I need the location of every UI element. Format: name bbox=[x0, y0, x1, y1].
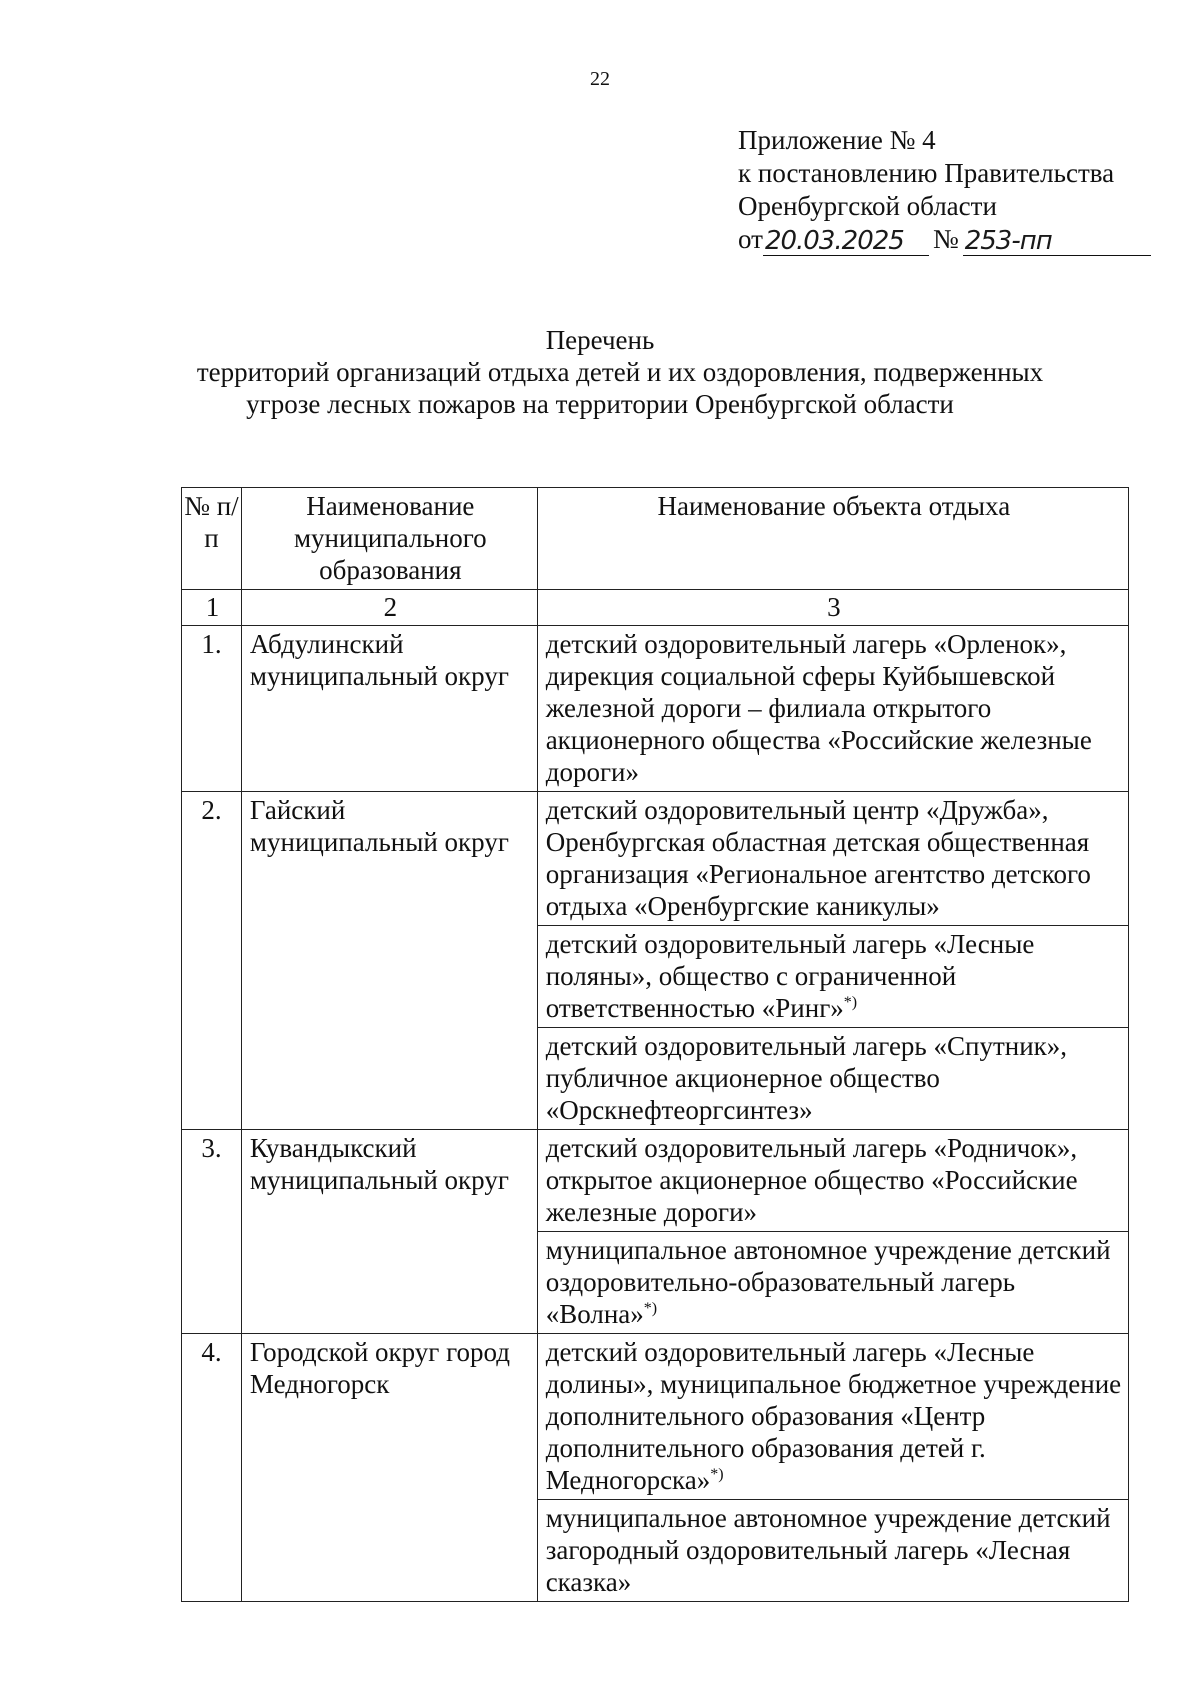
row-object bbox=[537, 1334, 1128, 1500]
row-object bbox=[537, 926, 1128, 1028]
column-number: 2 bbox=[241, 590, 537, 626]
number-prefix: № bbox=[932, 224, 959, 254]
column-numbers-row bbox=[182, 590, 1129, 626]
header-municipality: Наименование муниципального образования bbox=[241, 488, 537, 590]
table-row bbox=[182, 626, 1129, 792]
appendix-title: Приложение № 4 bbox=[738, 125, 936, 155]
table-header-row bbox=[182, 488, 1129, 590]
row-object: муниципальное автономное учреждение детский загородный оздоровительный лагерь «Лесная сказка» bbox=[537, 1500, 1128, 1602]
row-object-text: детский оздоровительный лагерь «Лесные долины», муниципальное бюджетное учреждение дополнительного образования «Центр дополнительного образования детей г. Медногорска» bbox=[545, 1337, 1122, 1495]
handwritten-date: 20.03.2025 bbox=[763, 227, 929, 256]
row-num: 1. bbox=[182, 626, 242, 792]
date-prefix: от bbox=[738, 224, 763, 254]
title-heading: Перечень bbox=[545, 325, 655, 355]
appendix-region: Оренбургской области bbox=[738, 191, 997, 221]
row-object-text: детский оздоровительный лагерь «Лесные поляны», общество с ограниченной ответственностью «Ринг» bbox=[545, 929, 1035, 1023]
handwritten-number: 253-пп bbox=[963, 227, 1151, 256]
row-object: детский оздоровительный лагерь «Орленок», дирекция социальной сферы Куйбышевской железной дороги – филиала открытого акционерного общества «Российские железные дороги» bbox=[537, 626, 1128, 792]
row-municipality: Городской округ город Медногорск bbox=[241, 1334, 537, 1602]
footnote-mark: *) bbox=[710, 1466, 724, 1483]
row-object: детский оздоровительный лагерь «Родничок», открытое акционерное общество «Российские железные дороги» bbox=[537, 1130, 1128, 1232]
row-municipality: Абдулинский муниципальный округ bbox=[241, 626, 537, 792]
row-municipality: Гайский муниципальный округ bbox=[241, 792, 537, 1130]
footnote-mark: *) bbox=[643, 1300, 658, 1317]
row-object: детский оздоровительный центр «Дружба», Оренбургская областная детская общественная организация «Региональное агентство детского отдыха «Оренбургские каникулы» bbox=[537, 792, 1128, 926]
column-number: 3 bbox=[537, 590, 1128, 626]
row-object: детский оздоровительный лагерь «Спутник», публичное акционерное общество «Орскнефтеоргсинтез» bbox=[537, 1028, 1128, 1130]
appendix-block bbox=[738, 124, 1151, 256]
camps-table bbox=[181, 487, 1129, 1602]
column-number: 1 bbox=[182, 590, 242, 626]
row-num: 3. bbox=[182, 1130, 242, 1334]
title-line-3: угрозе лесных пожаров на территории Оренбургской области bbox=[246, 389, 954, 419]
title-line-2: территорий организаций отдыха детей и их оздоровления, подверженных bbox=[196, 357, 1044, 387]
header-object: Наименование объекта отдыха bbox=[537, 488, 1128, 590]
table-row bbox=[182, 1334, 1129, 1500]
table-row bbox=[182, 1130, 1129, 1232]
row-num: 4. bbox=[182, 1334, 242, 1602]
appendix-decree: к постановлению Правительства bbox=[738, 158, 1115, 188]
table-row bbox=[182, 792, 1129, 926]
footnote-mark: *) bbox=[843, 994, 858, 1011]
row-num: 2. bbox=[182, 792, 242, 1130]
header-num: № п/п bbox=[182, 488, 242, 590]
document-title bbox=[0, 324, 1200, 420]
row-object-text: муниципальное автономное учреждение детский оздоровительно-образовательный лагерь «Волна» bbox=[545, 1235, 1111, 1329]
row-object bbox=[537, 1232, 1128, 1334]
row-municipality: Кувандыкский муниципальный округ bbox=[241, 1130, 537, 1334]
page-number: 22 bbox=[590, 68, 610, 90]
appendix-date-number bbox=[738, 223, 1151, 256]
